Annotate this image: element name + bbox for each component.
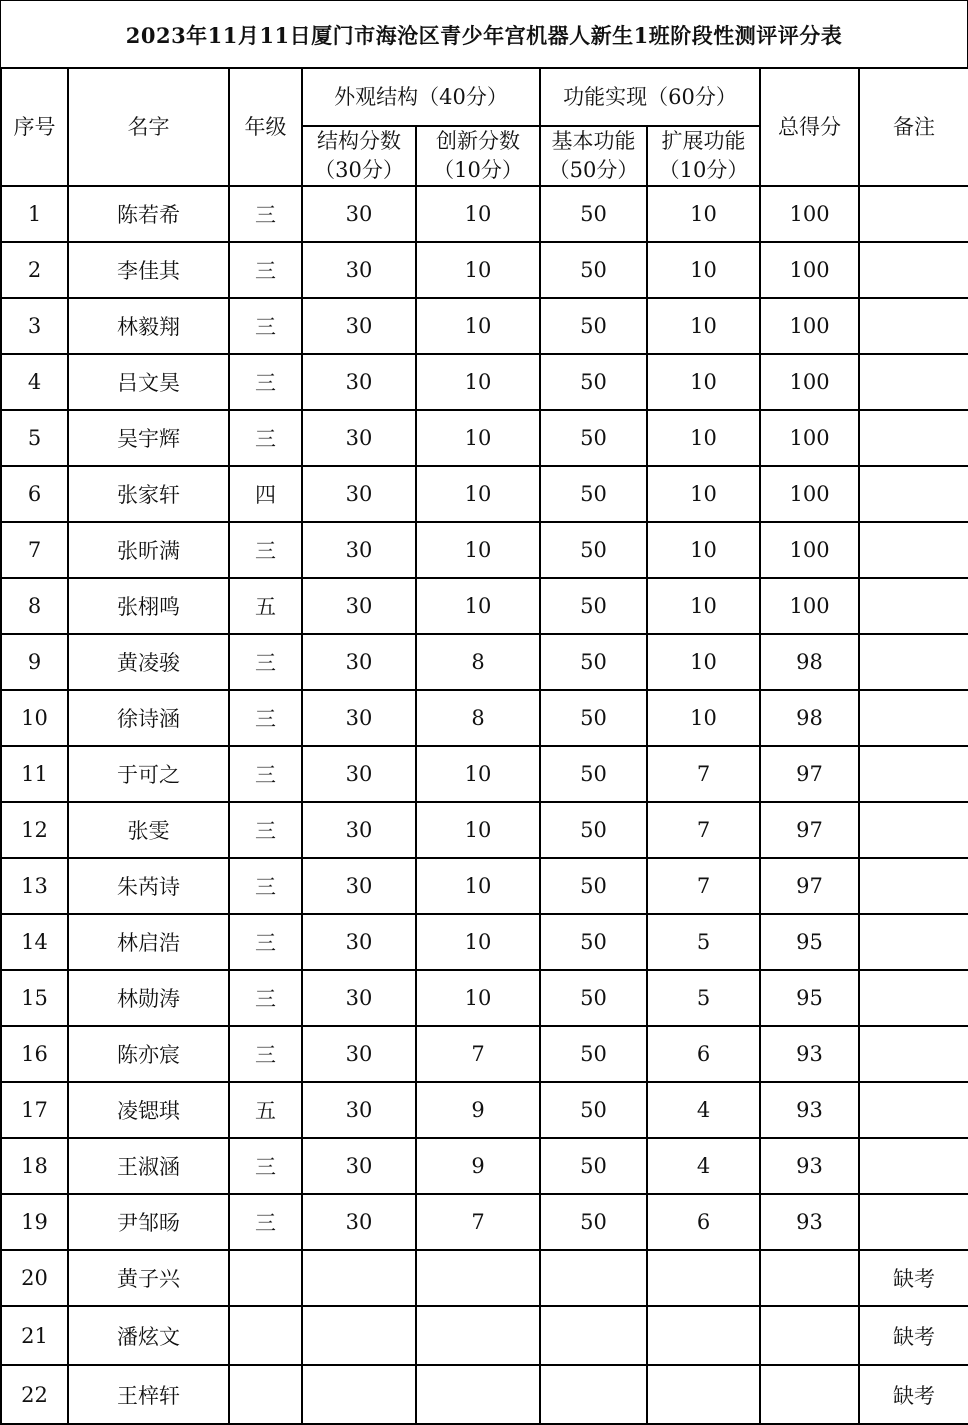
cell-basic-score: 50: [540, 354, 647, 410]
cell-basic-score: 50: [540, 802, 647, 858]
cell-name: 潘炫文: [68, 1306, 229, 1365]
cell-innovation-score: 10: [416, 354, 540, 410]
table-row: [1, 746, 968, 802]
cell-remark: [859, 690, 968, 746]
cell-innovation-score: 8: [416, 690, 540, 746]
table-row: [1, 298, 968, 354]
cell-innovation-score: [416, 1250, 540, 1306]
cell-innovation-score: 10: [416, 970, 540, 1026]
cell-remark: [859, 802, 968, 858]
cell-innovation-score: [416, 1306, 540, 1365]
cell-name: 张栩鸣: [68, 578, 229, 634]
cell-index: 20: [1, 1250, 68, 1306]
cell-remark: [859, 242, 968, 298]
cell-index: 14: [1, 914, 68, 970]
cell-index: 22: [1, 1365, 68, 1424]
cell-grade: [229, 1365, 302, 1424]
cell-remark: [859, 634, 968, 690]
header-basic-label: 基本功能: [551, 129, 636, 153]
cell-name: 李佳其: [68, 242, 229, 298]
cell-extended-score: 7: [647, 802, 760, 858]
cell-name: 吕文昊: [68, 354, 229, 410]
cell-innovation-score: 10: [416, 802, 540, 858]
cell-remark: 缺考: [859, 1250, 968, 1306]
cell-basic-score: 50: [540, 466, 647, 522]
cell-innovation-score: 9: [416, 1082, 540, 1138]
cell-remark: [859, 298, 968, 354]
cell-total-score: 100: [760, 298, 859, 354]
cell-structure-score: 30: [302, 466, 416, 522]
cell-structure-score: 30: [302, 802, 416, 858]
table-row: [1, 186, 968, 242]
cell-structure-score: [302, 1250, 416, 1306]
cell-extended-score: 10: [647, 186, 760, 242]
cell-name: 林毅翔: [68, 298, 229, 354]
cell-name: 张家轩: [68, 466, 229, 522]
cell-grade: [229, 1250, 302, 1306]
cell-basic-score: [540, 1306, 647, 1365]
cell-basic-score: 50: [540, 186, 647, 242]
table-row: [1, 1365, 968, 1424]
cell-extended-score: 7: [647, 858, 760, 914]
cell-index: 2: [1, 242, 68, 298]
cell-remark: [859, 410, 968, 466]
cell-remark: 缺考: [859, 1306, 968, 1365]
cell-grade: 三: [229, 1026, 302, 1082]
cell-remark: [859, 354, 968, 410]
cell-extended-score: 10: [647, 354, 760, 410]
cell-basic-score: 50: [540, 410, 647, 466]
cell-name: 王梓轩: [68, 1365, 229, 1424]
cell-name: 陈亦宸: [68, 1026, 229, 1082]
cell-extended-score: 10: [647, 690, 760, 746]
cell-index: 6: [1, 466, 68, 522]
header-remark: 备注: [859, 68, 968, 186]
cell-innovation-score: [416, 1365, 540, 1424]
cell-basic-score: 50: [540, 522, 647, 578]
cell-total-score: 100: [760, 578, 859, 634]
cell-remark: [859, 522, 968, 578]
header-structure-label: 结构分数: [317, 129, 401, 153]
table-row: [1, 970, 968, 1026]
cell-basic-score: 50: [540, 242, 647, 298]
table-row: [1, 1138, 968, 1194]
header-index: 序号: [1, 68, 68, 186]
cell-grade: 三: [229, 1194, 302, 1250]
cell-innovation-score: 10: [416, 858, 540, 914]
cell-grade: 三: [229, 914, 302, 970]
cell-innovation-score: 10: [416, 466, 540, 522]
cell-index: 11: [1, 746, 68, 802]
cell-name: 徐诗涵: [68, 690, 229, 746]
cell-total-score: 93: [760, 1082, 859, 1138]
cell-innovation-score: 10: [416, 186, 540, 242]
cell-name: 尹邹旸: [68, 1194, 229, 1250]
table-row: [1, 354, 968, 410]
cell-remark: [859, 578, 968, 634]
cell-index: 5: [1, 410, 68, 466]
cell-total-score: 100: [760, 410, 859, 466]
cell-structure-score: 30: [302, 354, 416, 410]
cell-remark: [859, 1138, 968, 1194]
cell-extended-score: 10: [647, 634, 760, 690]
cell-remark: [859, 914, 968, 970]
cell-index: 1: [1, 186, 68, 242]
cell-structure-score: 30: [302, 522, 416, 578]
table-row: [1, 858, 968, 914]
cell-extended-score: 5: [647, 970, 760, 1026]
cell-extended-score: 10: [647, 466, 760, 522]
cell-structure-score: 30: [302, 578, 416, 634]
cell-total-score: 93: [760, 1026, 859, 1082]
cell-name: 黄凌骏: [68, 634, 229, 690]
cell-extended-score: 7: [647, 746, 760, 802]
cell-remark: 缺考: [859, 1365, 968, 1424]
cell-extended-score: 6: [647, 1194, 760, 1250]
score-table: [0, 67, 968, 1425]
cell-structure-score: 30: [302, 410, 416, 466]
cell-structure-score: 30: [302, 858, 416, 914]
cell-index: 8: [1, 578, 68, 634]
cell-index: 17: [1, 1082, 68, 1138]
cell-grade: [229, 1306, 302, 1365]
cell-index: 7: [1, 522, 68, 578]
table-row: [1, 578, 968, 634]
cell-name: 凌锶琪: [68, 1082, 229, 1138]
cell-innovation-score: 7: [416, 1026, 540, 1082]
cell-structure-score: 30: [302, 298, 416, 354]
cell-extended-score: 10: [647, 522, 760, 578]
cell-total-score: [760, 1250, 859, 1306]
cell-index: 18: [1, 1138, 68, 1194]
cell-total-score: 97: [760, 802, 859, 858]
cell-grade: 三: [229, 522, 302, 578]
cell-grade: 三: [229, 242, 302, 298]
header-basic: [540, 126, 647, 186]
cell-grade: 三: [229, 410, 302, 466]
cell-extended-score: 4: [647, 1082, 760, 1138]
cell-total-score: 95: [760, 914, 859, 970]
cell-innovation-score: 8: [416, 634, 540, 690]
cell-innovation-score: 10: [416, 914, 540, 970]
cell-total-score: 100: [760, 466, 859, 522]
cell-remark: [859, 858, 968, 914]
cell-total-score: [760, 1365, 859, 1424]
table-row: [1, 410, 968, 466]
cell-innovation-score: 9: [416, 1138, 540, 1194]
cell-remark: [859, 1194, 968, 1250]
cell-remark: [859, 746, 968, 802]
cell-basic-score: 50: [540, 914, 647, 970]
cell-innovation-score: 10: [416, 298, 540, 354]
cell-extended-score: 6: [647, 1026, 760, 1082]
cell-basic-score: 50: [540, 578, 647, 634]
header-structure-points: （30分）: [314, 158, 404, 182]
cell-grade: 三: [229, 746, 302, 802]
cell-name: 王淑涵: [68, 1138, 229, 1194]
header-extended: [647, 126, 760, 186]
table-row: [1, 690, 968, 746]
cell-total-score: 98: [760, 634, 859, 690]
table-row: [1, 466, 968, 522]
cell-index: 19: [1, 1194, 68, 1250]
cell-name: 吴宇辉: [68, 410, 229, 466]
cell-basic-score: [540, 1365, 647, 1424]
cell-basic-score: 50: [540, 858, 647, 914]
cell-innovation-score: 7: [416, 1194, 540, 1250]
cell-grade: 三: [229, 298, 302, 354]
cell-grade: 三: [229, 1138, 302, 1194]
header-innovation-label: 创新分数: [436, 129, 520, 153]
cell-total-score: 98: [760, 690, 859, 746]
header-total: 总得分: [760, 68, 859, 186]
cell-remark: [859, 466, 968, 522]
header-innovation-points: （10分）: [433, 158, 523, 182]
cell-extended-score: 10: [647, 410, 760, 466]
cell-basic-score: 50: [540, 634, 647, 690]
table-row: [1, 1082, 968, 1138]
cell-total-score: 100: [760, 242, 859, 298]
cell-total-score: 95: [760, 970, 859, 1026]
cell-structure-score: 30: [302, 242, 416, 298]
cell-remark: [859, 1026, 968, 1082]
cell-structure-score: 30: [302, 690, 416, 746]
table-row: [1, 634, 968, 690]
table-row: [1, 802, 968, 858]
cell-grade: 三: [229, 970, 302, 1026]
cell-name: 陈若希: [68, 186, 229, 242]
cell-total-score: 100: [760, 186, 859, 242]
cell-grade: 五: [229, 1082, 302, 1138]
cell-index: 4: [1, 354, 68, 410]
cell-basic-score: 50: [540, 970, 647, 1026]
cell-index: 9: [1, 634, 68, 690]
header-innovation: [416, 126, 540, 186]
cell-index: 13: [1, 858, 68, 914]
cell-extended-score: 10: [647, 242, 760, 298]
cell-total-score: 100: [760, 354, 859, 410]
cell-innovation-score: 10: [416, 522, 540, 578]
header-structure: [302, 126, 416, 186]
cell-name: 张雯: [68, 802, 229, 858]
cell-total-score: 97: [760, 746, 859, 802]
cell-basic-score: [540, 1250, 647, 1306]
sheet-title: 2023年11月11日厦门市海沧区青少年宫机器人新生1班阶段性测评评分表: [0, 0, 968, 68]
cell-grade: 三: [229, 690, 302, 746]
cell-basic-score: 50: [540, 746, 647, 802]
cell-grade: 五: [229, 578, 302, 634]
cell-extended-score: [647, 1365, 760, 1424]
cell-total-score: 100: [760, 522, 859, 578]
cell-name: 林启浩: [68, 914, 229, 970]
header-function: 功能实现（60分）: [540, 68, 760, 126]
cell-extended-score: [647, 1306, 760, 1365]
cell-grade: 三: [229, 354, 302, 410]
cell-basic-score: 50: [540, 1194, 647, 1250]
cell-name: 于可之: [68, 746, 229, 802]
cell-structure-score: 30: [302, 970, 416, 1026]
cell-structure-score: 30: [302, 914, 416, 970]
table-row: [1, 1306, 968, 1365]
cell-grade: 三: [229, 802, 302, 858]
cell-basic-score: 50: [540, 690, 647, 746]
header-name: 名字: [68, 68, 229, 186]
cell-remark: [859, 1082, 968, 1138]
cell-structure-score: [302, 1365, 416, 1424]
cell-innovation-score: 10: [416, 746, 540, 802]
table-row: [1, 242, 968, 298]
table-row: [1, 1194, 968, 1250]
cell-name: 林勋涛: [68, 970, 229, 1026]
cell-extended-score: 10: [647, 578, 760, 634]
cell-name: 黄子兴: [68, 1250, 229, 1306]
cell-index: 12: [1, 802, 68, 858]
header-appearance: 外观结构（40分）: [302, 68, 540, 126]
cell-index: 21: [1, 1306, 68, 1365]
cell-basic-score: 50: [540, 298, 647, 354]
cell-total-score: [760, 1306, 859, 1365]
cell-innovation-score: 10: [416, 242, 540, 298]
table-row: [1, 522, 968, 578]
cell-extended-score: 10: [647, 298, 760, 354]
cell-total-score: 93: [760, 1194, 859, 1250]
header-extended-label: 扩展功能: [661, 129, 746, 153]
cell-extended-score: [647, 1250, 760, 1306]
cell-name: 张昕满: [68, 522, 229, 578]
cell-extended-score: 4: [647, 1138, 760, 1194]
cell-basic-score: 50: [540, 1082, 647, 1138]
cell-total-score: 93: [760, 1138, 859, 1194]
cell-index: 3: [1, 298, 68, 354]
cell-basic-score: 50: [540, 1138, 647, 1194]
cell-index: 16: [1, 1026, 68, 1082]
cell-structure-score: 30: [302, 1082, 416, 1138]
cell-structure-score: [302, 1306, 416, 1365]
cell-structure-score: 30: [302, 1138, 416, 1194]
cell-innovation-score: 10: [416, 578, 540, 634]
cell-grade: 四: [229, 466, 302, 522]
cell-total-score: 97: [760, 858, 859, 914]
header-grade: 年级: [229, 68, 302, 186]
cell-grade: 三: [229, 634, 302, 690]
cell-name: 朱芮诗: [68, 858, 229, 914]
cell-extended-score: 5: [647, 914, 760, 970]
table-row: [1, 1250, 968, 1306]
cell-structure-score: 30: [302, 746, 416, 802]
header-extended-points: （10分）: [658, 158, 749, 182]
cell-innovation-score: 10: [416, 410, 540, 466]
cell-structure-score: 30: [302, 1026, 416, 1082]
table-row: [1, 1026, 968, 1082]
cell-grade: 三: [229, 858, 302, 914]
header-basic-points: （50分）: [548, 158, 639, 182]
table-row: [1, 914, 968, 970]
cell-remark: [859, 186, 968, 242]
cell-structure-score: 30: [302, 186, 416, 242]
cell-structure-score: 30: [302, 634, 416, 690]
table-body: [1, 186, 968, 1424]
cell-structure-score: 30: [302, 1194, 416, 1250]
cell-basic-score: 50: [540, 1026, 647, 1082]
cell-remark: [859, 970, 968, 1026]
cell-index: 10: [1, 690, 68, 746]
cell-grade: 三: [229, 186, 302, 242]
cell-index: 15: [1, 970, 68, 1026]
